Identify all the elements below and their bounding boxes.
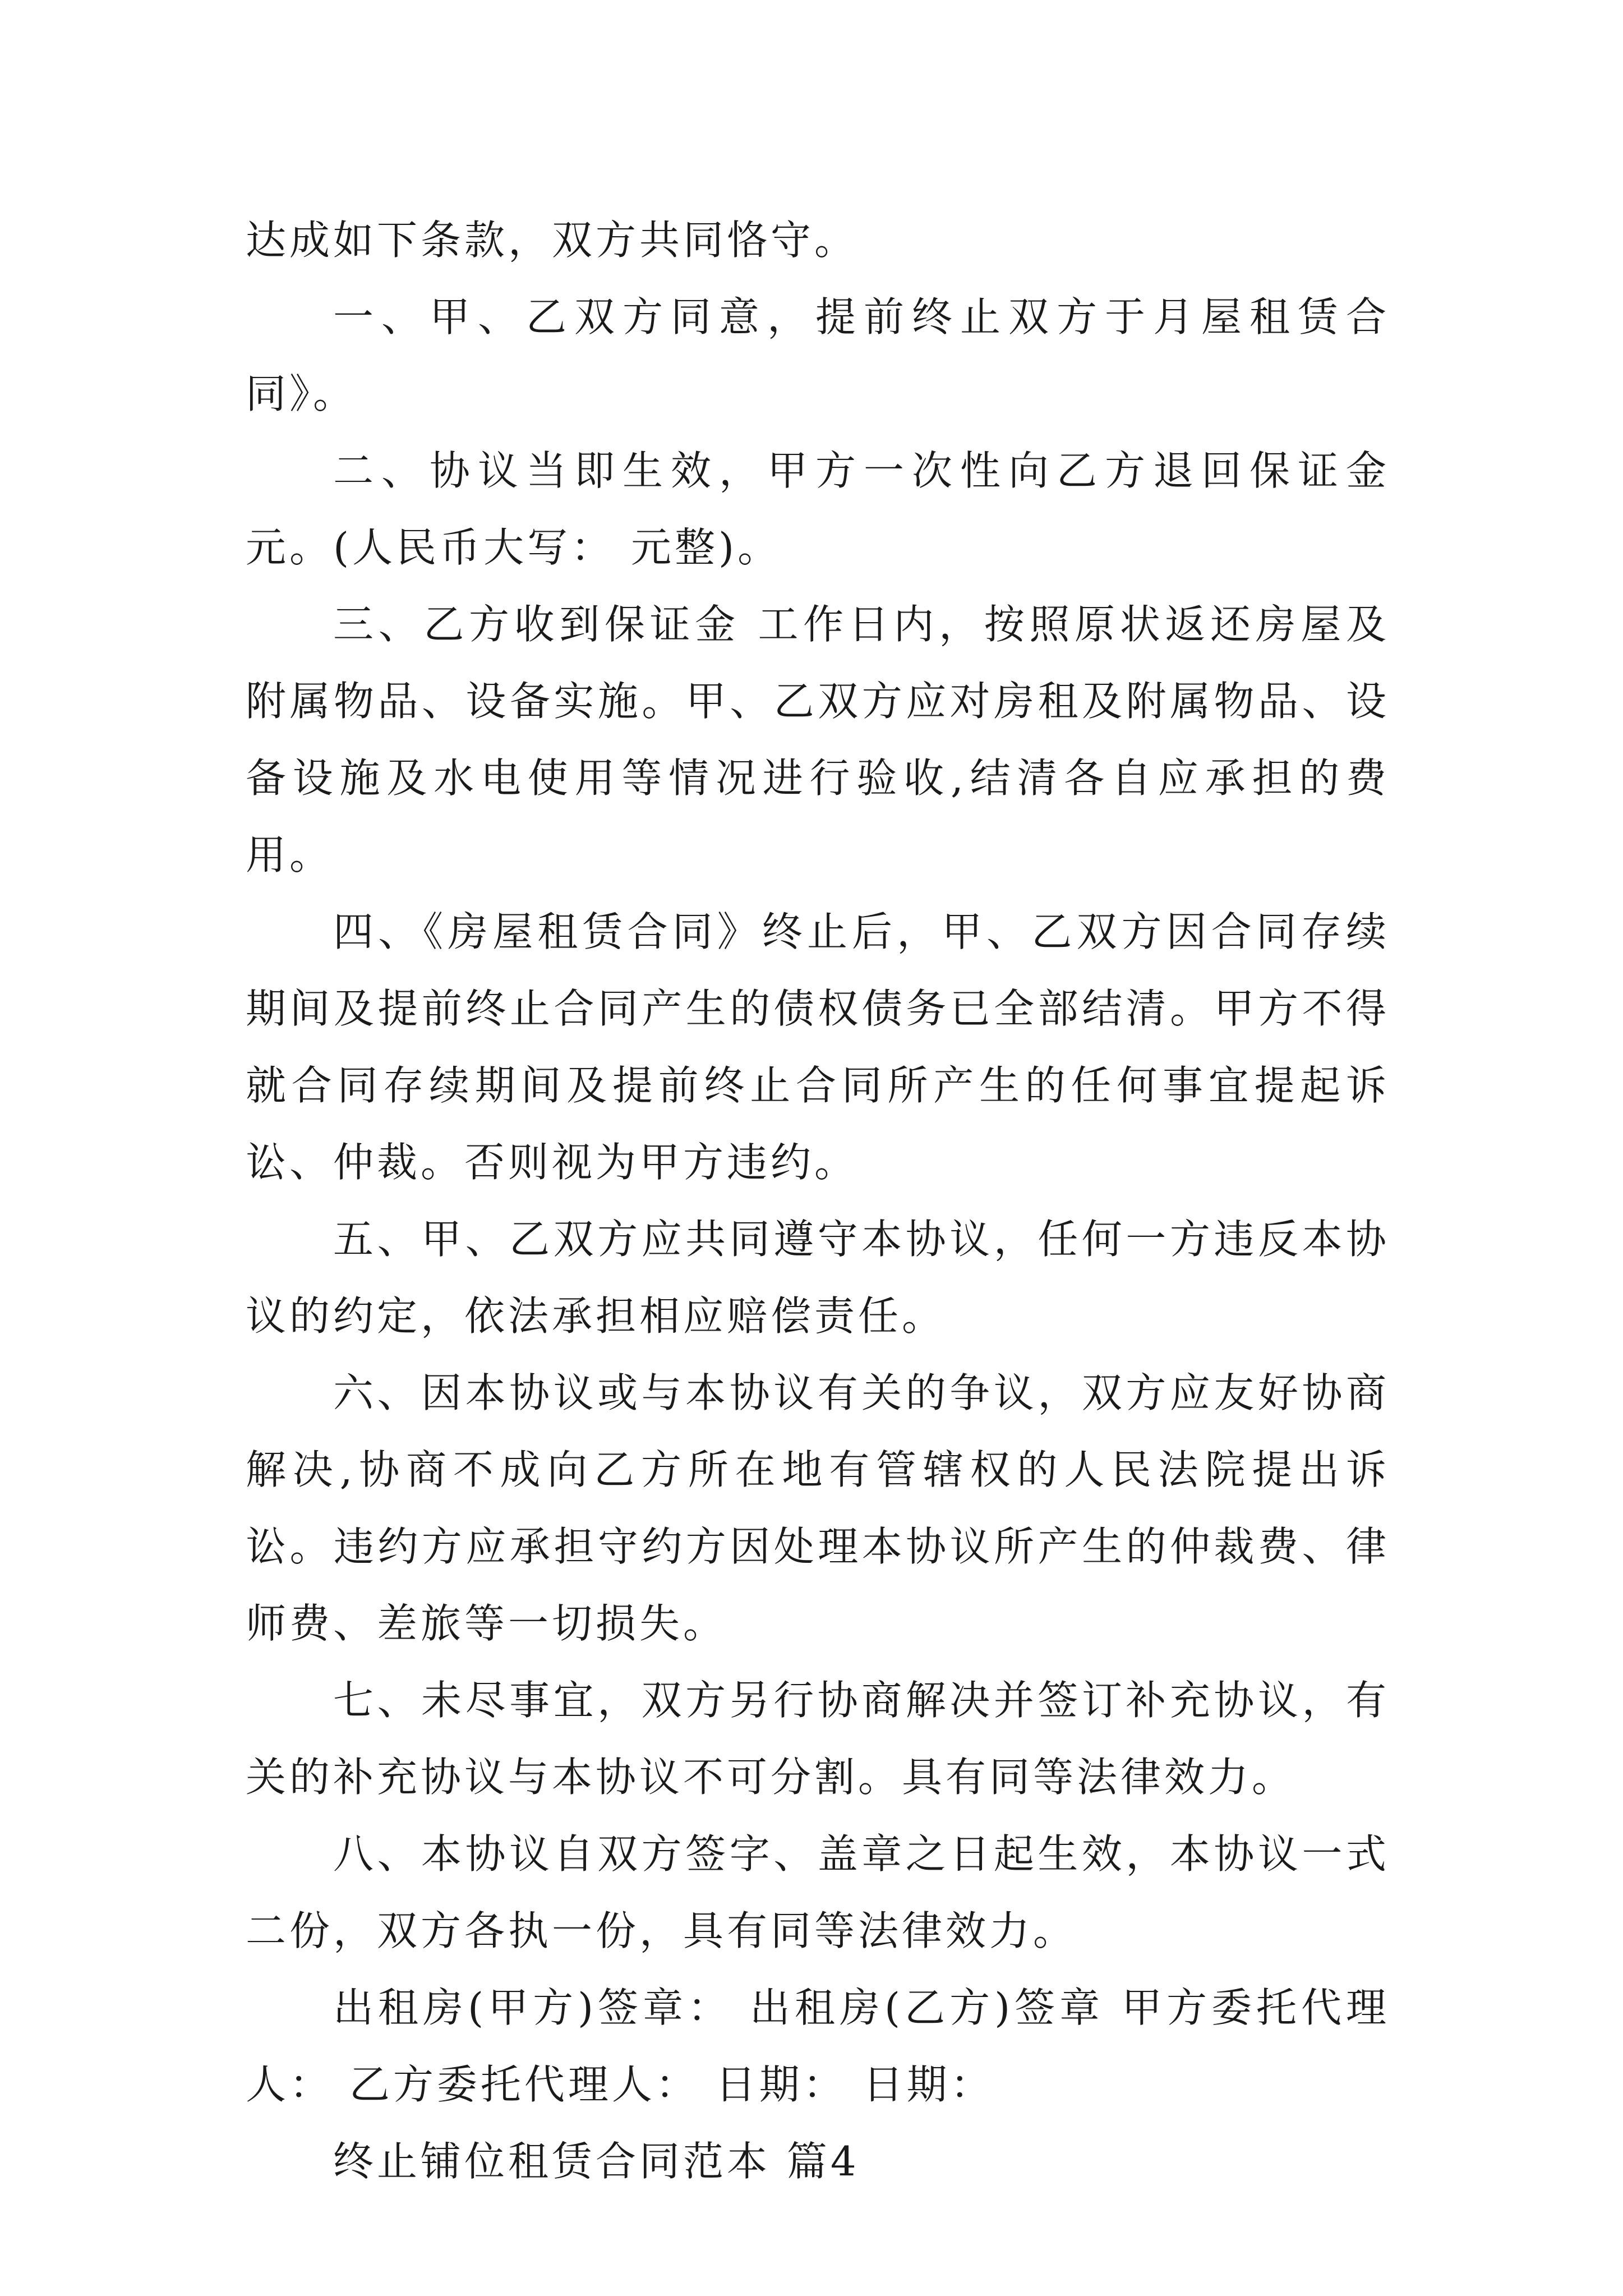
clause-2: 二、协议当即生效，甲方一次性向乙方退回保证金 元。(人民币大写： 元整)。 — [246, 447, 1390, 571]
clause-3: 三、乙方收到保证金 工作日内，按照原状返还房屋及附属物品、设备实施。甲、乙双方应对房租及附属物品、设备设施及水电使用等情况进行验收,结清各自应承担的费用。 — [246, 601, 1390, 878]
clause-8: 八、本协议自双方签字、盖章之日起生效，本协议一式二份，双方各执一份，具有同等法律效力。 — [246, 1830, 1390, 1954]
paragraph-continuation: 达成如下条款，双方共同恪守。 — [246, 217, 859, 264]
clause-1: 一、甲、乙双方同意，提前终止双方于月屋租赁合同》。 — [246, 293, 1390, 417]
clause-5: 五、甲、乙双方应共同遵守本协议，任何一方违反本协议的约定，依法承担相应赔偿责任。 — [246, 1216, 1390, 1340]
clause-7: 七、未尽事宜，双方另行协商解决并签订补充协议，有关的补充协议与本协议不可分割。具有同等法律效力。 — [246, 1677, 1390, 1801]
document-body — [246, 202, 1390, 2200]
clause-4: 四、《房屋租赁合同》终止后，甲、乙双方因合同存续期间及提前终止合同产生的债权债务已全部结清。甲方不得就合同存续期间及提前终止合同所产生的任何事宜提起诉讼、仲裁。否则视为甲方违约。 — [246, 908, 1390, 1186]
section-heading: 终止铺位租赁合同范本 篇4 — [333, 2138, 860, 2185]
signature-block: 出租房(甲方)签章： 出租房(乙方)签章 甲方委托代理人： 乙方委托代理人： 日期： 日期： — [246, 1984, 1390, 2108]
clause-6: 六、因本协议或与本协议有关的争议，双方应友好协商解决,协商不成向乙方所在地有管辖权的人民法院提出诉讼。违约方应承担守约方因处理本协议所产生的仲裁费、律师费、差旅等一切损失。 — [246, 1369, 1390, 1647]
